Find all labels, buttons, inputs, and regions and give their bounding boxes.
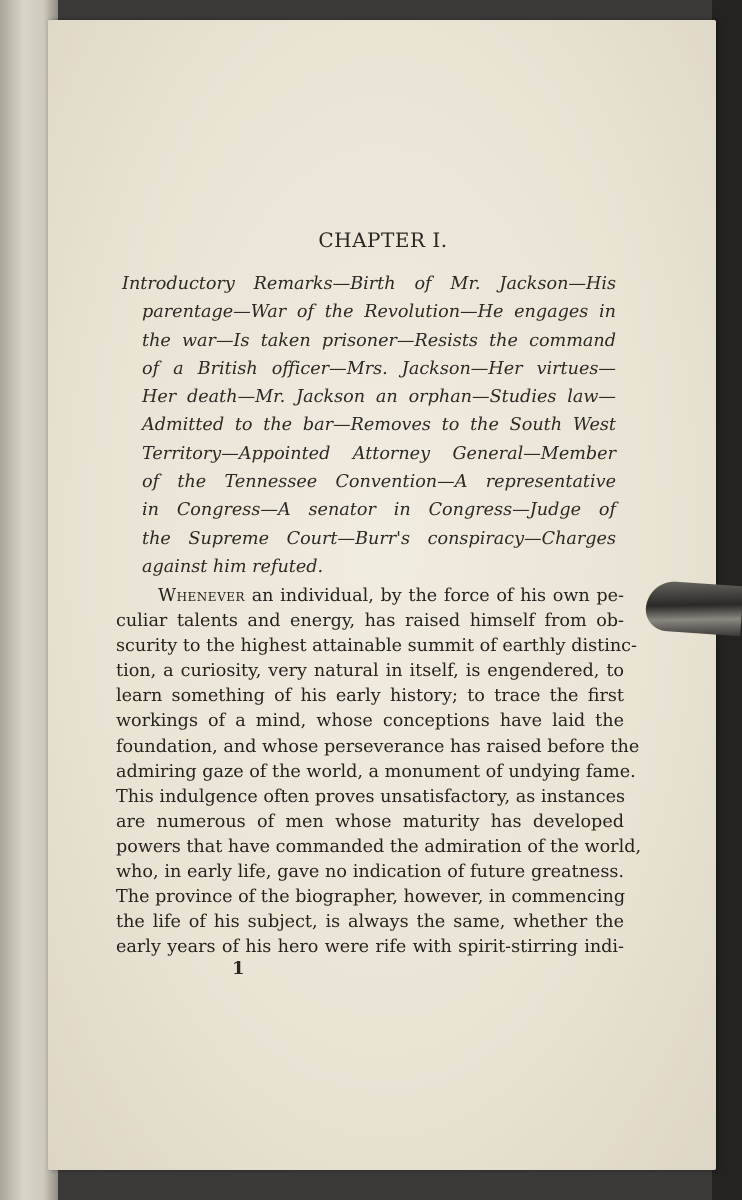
summary-line: Admitted to the bar—Removes to the South West [142,415,616,436]
body-line: This indulgence often proves unsatisfactory, as instances [116,786,626,807]
summary-line: parentage—War of the Revolution—He engages in [142,302,616,323]
summary-line: in Congress—A senator in Congress—Judge of [142,500,616,521]
body-line: tion, a curiosity, very natural in itself, is engendered, to [116,661,624,682]
body-line: scurity to the highest attainable summit of earthly distinc- [116,636,637,657]
summary-line: the war—Is taken prisoner—Resists the command [142,330,616,351]
body-line: workings of a mind, whose conceptions have laid the [116,711,624,732]
summary-line: the Supreme Court—Burr's conspiracy—Charges [142,528,616,549]
chapter-summary [122,270,616,581]
summary-line: Introductory Remarks—Birth of Mr. Jackson—His [122,274,616,294]
body-line: The province of the biographer, however, in commencing [116,887,626,908]
summary-line: of the Tennessee Convention—A representative [142,472,616,493]
summary-line: Her death—Mr. Jackson an orphan—Studies law— [142,387,616,408]
body-line: early years of his hero were rife with spirit-stirring indi- [116,937,624,958]
body-line: foundation, and whose perseverance has raised before the [116,736,640,757]
opening-word: Whenever [158,586,246,606]
body-line: admiring gaze of the world, a monument of undying fame. [116,761,636,782]
body-line: the life of his subject, is always the same, whether the [116,912,624,933]
summary-line: against him refuted. [142,556,324,577]
body-line: who, in early life, gave no indication of future greatness. [116,862,624,883]
chapter-heading: CHAPTER I. [318,228,448,252]
body-first-line [116,584,624,609]
body-line: culiar talents and energy, has raised himself from ob- [116,611,624,632]
page-number: 1 [232,958,245,979]
body-line: powers that have commanded the admiration of the world, [116,836,642,857]
bookmark-ribbon [644,580,742,637]
body-line: learn something of his early history; to trace the first [116,686,624,707]
first-line-text: an individual, by the force of his own pe- [245,586,624,606]
body-paragraph [116,584,642,960]
body-line: are numerous of men whose maturity has developed [116,811,624,832]
summary-line: of a British officer—Mrs. Jackson—Her virtues— [142,358,616,379]
summary-line: Territory—Appointed Attorney General—Member [142,443,616,464]
